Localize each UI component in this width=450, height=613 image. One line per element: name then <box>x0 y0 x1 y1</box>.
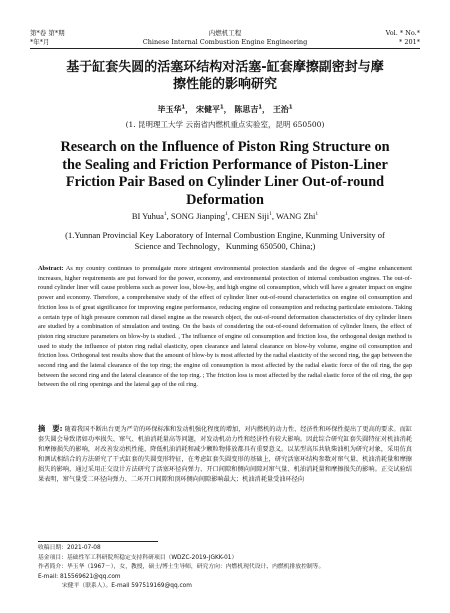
en-affiliation-line-1: (1.Yunnan Provincial Key Laboratory of Internal Combustion Engine, Kunming University of <box>65 230 385 240</box>
en-abstract <box>38 264 412 390</box>
footnote-received-date: 收稿日期：2021-07-08 <box>38 545 101 551</box>
header-journal-name-cn: 内燃机工程 <box>208 29 242 37</box>
header-rule <box>30 48 420 49</box>
en-author-2: SONG Jianping <box>170 211 225 221</box>
footnote-rule <box>38 541 158 542</box>
cn-affiliation: (1. 昆明理工大学 云南省内燃机重点实验室，昆明 650500) <box>125 120 325 129</box>
cn-title-line-1: 基于缸套失圆的活塞环结构对活塞-缸套摩擦副密封与摩 <box>66 60 384 75</box>
cn-authors: 毕玉华$^1$， 宋健平$^1$， 陈思吉$^1$， 王治$^1$ <box>157 104 293 114</box>
en-abstract-text: As my country continues to promulgate more stringent environmental protection standards and the degree of -engine enhancement increases, higher requirements are put forward for the power, economy, and environmental protection of internal combustion engines. The out-of-round cylinder liner will cause problems such as power loss, blow-by, and high engine oil consumption, which will have a greater impact on engine power and economy. Therefore, a comprehensive study of the effect of cylinder liner out-of-round characteristics on engine oil consumption and friction loss is of great significance for improving engine performance, reducing engine oil consumption and reducing particulate emissions. Taking a certain type of high pressure common rail diesel engine as the research object, the out-of-round deformation characteristics of dry cylinder liners are studied by a combination of simulation and testing. On the basis of considering the out-of-round deformation of cylinder liners, the effect of piston ring structure parameters on blow-by is studied. , The influence of engine oil consumption and friction loss, the orthogonal design method is used to study the influence of piston ring radial elasticity, open clearance and lateral clearance on blow-by volume, engine oil consumption and friction loss. Orthogonal test results show that the amount of blow-by is most affected by the radial elasticity of the second ring, the gap between the second ring and the lateral clearance of the top ring; the engine oil consumption is most affected by the radial elastic force of the oil ring, the gap between the second ring and the lateral clearance of the top ring. ; The friction loss is most affected by the radial elastic force of the oil ring, the gap between the oil ring openings and the lateral gap of the oil ring. <box>38 265 412 389</box>
cn-author-2: 宋健平 <box>195 105 220 114</box>
cn-abstract <box>38 424 412 485</box>
cn-author-3: 陈思吉 <box>234 105 259 114</box>
en-affiliation-line-2: Science and Technology，Kunming 650500, China;) <box>134 241 316 251</box>
en-abstract-label: Abstract: <box>38 265 64 272</box>
footnote-fund: 基金项目：基础性军工科研院所稳定支持科研项目（WDZC-2019-JGKK-01） <box>38 554 238 561</box>
en-title-line-3: Friction Pair Based on Cylinder Liner Out-of-round <box>65 174 385 190</box>
cn-abstract-label: 摘 要: <box>38 424 63 433</box>
footnote-author-info: 作者简介：毕玉华（1967－），女，教授，硕士/博士生导师，研究方向：内燃机现代设计、内燃机排放控制等。 <box>38 564 325 571</box>
en-title-line-2: the Sealing and Friction Performance of Piston-Liner <box>62 156 388 173</box>
footnote-corresponding-author: 宋健平（联系人）。E-mail 597519169@qq.com <box>62 583 192 590</box>
en-author-1: BI Yuhua <box>131 211 164 221</box>
header-volume-issue-cn: 第*卷 第*期 <box>30 29 65 37</box>
header-volume-issue-en: Vol. * No.* <box>385 29 420 37</box>
en-affiliation <box>60 230 390 252</box>
cn-author-4: 王治 <box>272 105 289 114</box>
cn-abstract-text: 随着我国不断出台更为严苛的环保标准和发动机强化程度的增加，对内燃机的动力性、经济性和环保性提出了更高的要求。而缸套失圆会导致诸如功率损失、窜气、机油消耗量高等问题，对发动机动力性和经济性有较大影响。因此综合研究缸套失圆特征对机油消耗和摩擦损失的影响，对改善发动机性能、降低机油消耗和减少颗粒物排放都具有重要意义。以某型高压共轨柴油机为研究对象，采用仿真和测试相结合的方法研究了干式缸套的失圆变形特征，在考虑缸套失圆变形的基础上，研究活塞环结构参数对窜气量、机油消耗量和摩擦损失的影响，通过采用正交设计方法研究了活塞环径向弹力、开口间隙和侧向间隙对窜气量、机油消耗量和摩擦损失的影响。正交试验结果表明，窜气量受二环径向弹力、二环开口间隙和顶环侧向间隙影响最大；机油消耗量受油环径向 <box>38 426 413 483</box>
header-journal-name-en: Chinese Internal Combustion Engine Engineering <box>142 38 308 46</box>
cn-title <box>30 59 420 93</box>
en-title-line-1: Research on the Influence of Piston Ring Structure on <box>60 139 390 155</box>
en-title <box>40 139 410 209</box>
cn-author-1: 毕玉华 <box>157 105 182 114</box>
footnote-email-1: E-mail: 815569621@qq.com <box>38 573 121 580</box>
cn-title-line-2: 擦性能的影响研究 <box>172 77 277 92</box>
footnotes <box>38 544 418 592</box>
header-date-cn: *年*月 <box>30 38 50 46</box>
en-title-line-4: Deformation <box>186 191 264 208</box>
header-date-en: * 201* <box>399 38 420 46</box>
en-author-4: WANG Zhi <box>275 211 316 221</box>
en-author-3: CHEN Siji <box>231 211 270 221</box>
en-authors: BI Yuhua$^1$, SONG Jianping$^1$, CHEN Siji$^1$, WANG Zhi$^1$ <box>131 211 319 221</box>
